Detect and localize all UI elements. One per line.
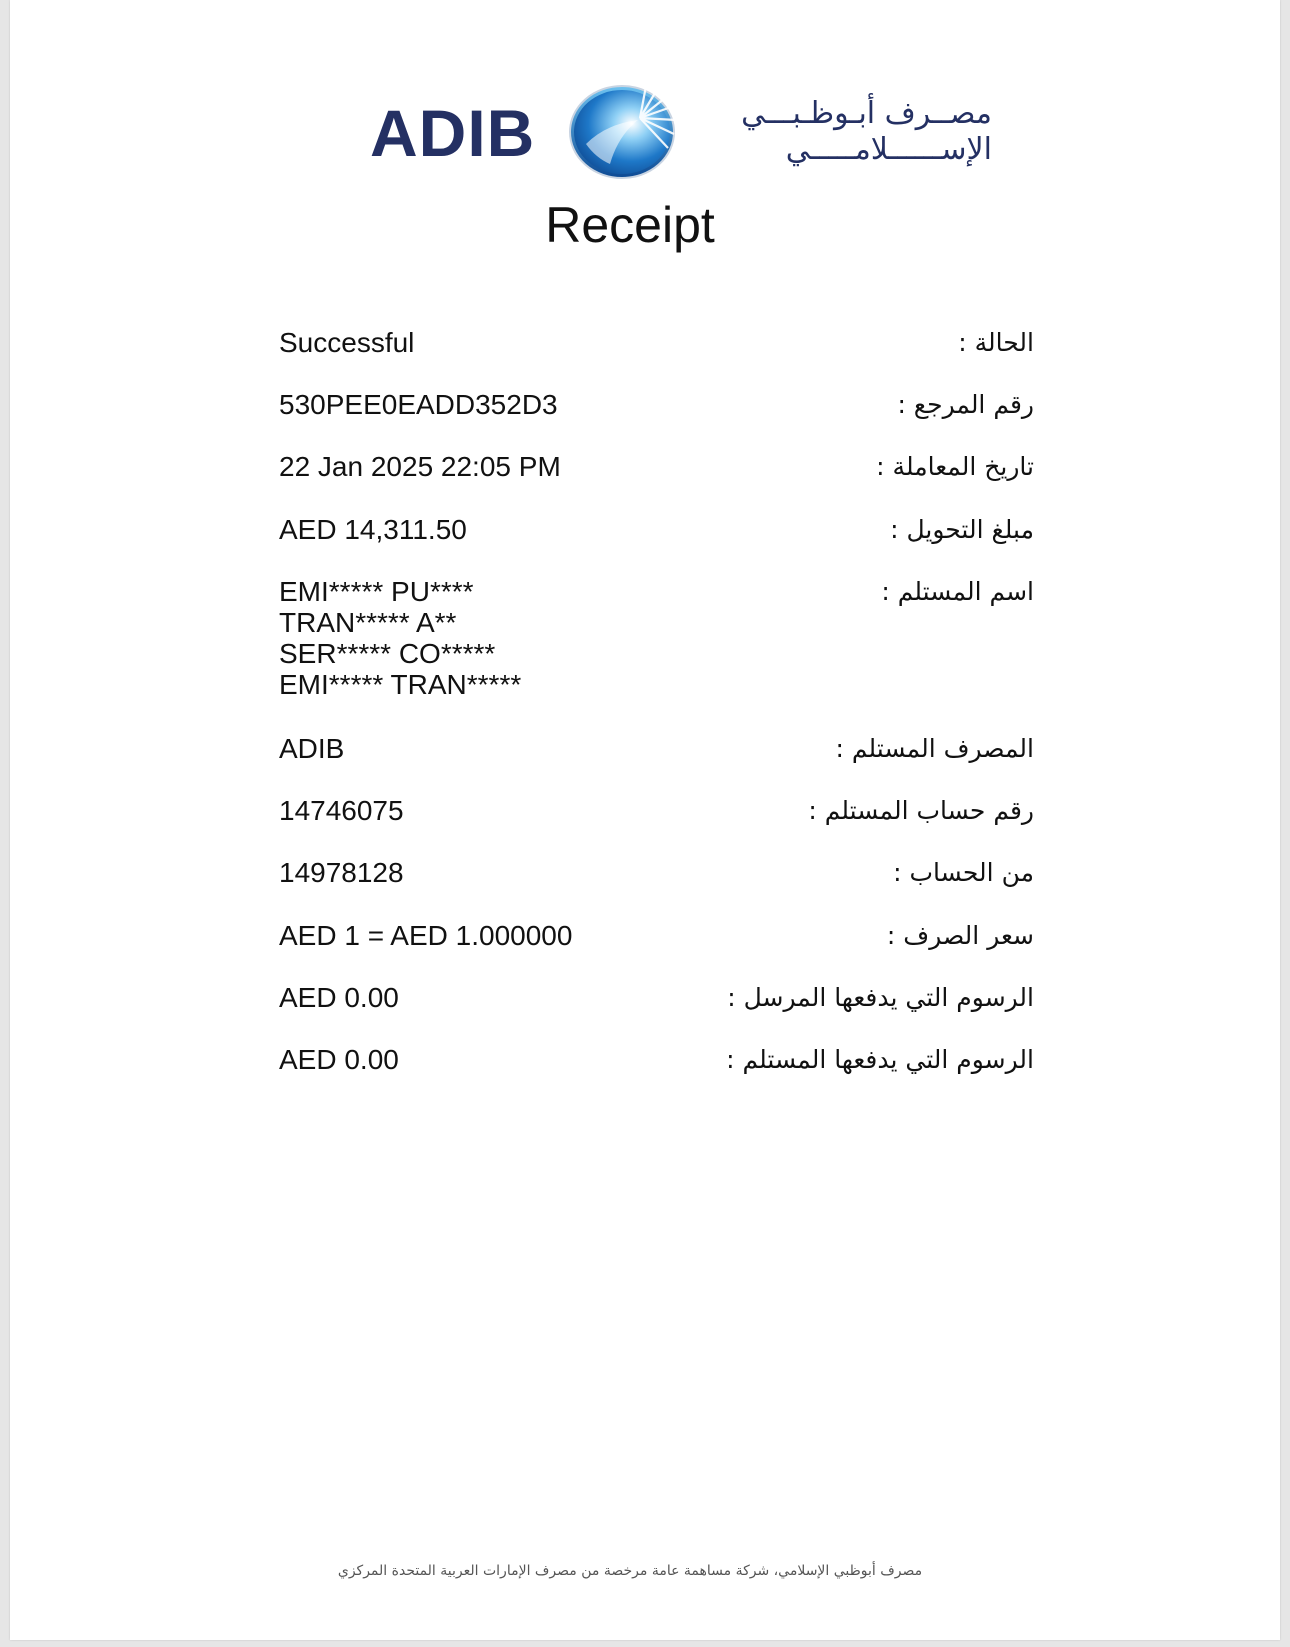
recipient-name-line: TRAN***** A** [279, 607, 457, 638]
transfer-amount-value: AED 14,311.50 [279, 514, 467, 545]
footer-disclaimer: مصرف أبوظبي الإسلامي، شركة مساهمة عامة مرخصة من مصرف الإمارات العربية المتحدة المركزي [337, 1563, 923, 1579]
logo-latin-text: ADIB [370, 96, 536, 170]
sender-fees-value: AED 0.00 [279, 982, 399, 1013]
reference-number-label: رقم المرجع : [897, 390, 1034, 419]
recipient-name-value [279, 576, 521, 700]
status-label: الحالة : [958, 328, 1034, 357]
recipient-account-label: رقم حساب المستلم : [808, 796, 1034, 825]
recipient-name-line: EMI***** PU**** [279, 576, 474, 607]
logo-arabic-line1: مصــرف أبـوظـبـــي [741, 96, 992, 131]
transfer-amount-label: مبلغ التحويل : [890, 515, 1034, 544]
recipient-name-line: SER***** CO***** [279, 638, 496, 669]
receipt-title: Receipt [545, 197, 715, 253]
recipient-fees-label: الرسوم التي يدفعها المستلم : [726, 1045, 1034, 1074]
globe-icon [566, 84, 678, 180]
reference-number-value: 530PEE0EADD352D3 [279, 389, 558, 420]
sender-fees-label: الرسوم التي يدفعها المرسل : [727, 983, 1034, 1012]
recipient-bank-value: ADIB [279, 733, 345, 764]
logo-arabic-text [692, 96, 992, 168]
receipt-page [10, 0, 1280, 1640]
from-account-value: 14978128 [279, 857, 404, 888]
transaction-date-value: 22 Jan 2025 22:05 PM [279, 451, 561, 482]
recipient-bank-label: المصرف المستلم : [835, 734, 1034, 763]
status-value: Successful [279, 327, 415, 358]
recipient-fees-value: AED 0.00 [279, 1044, 399, 1075]
logo-arabic-line2: الإســــــلامـــــي [785, 132, 992, 167]
adib-logo [360, 82, 1000, 182]
transaction-date-label: تاريخ المعاملة : [876, 452, 1034, 481]
recipient-name-label: اسم المستلم : [881, 577, 1034, 606]
recipient-account-value: 14746075 [279, 795, 404, 826]
from-account-label: من الحساب : [893, 858, 1034, 887]
exchange-rate-label: سعر الصرف : [886, 921, 1034, 950]
recipient-name-line: EMI***** TRAN***** [279, 669, 522, 700]
exchange-rate-value: AED 1 = AED 1.000000 [279, 920, 573, 951]
